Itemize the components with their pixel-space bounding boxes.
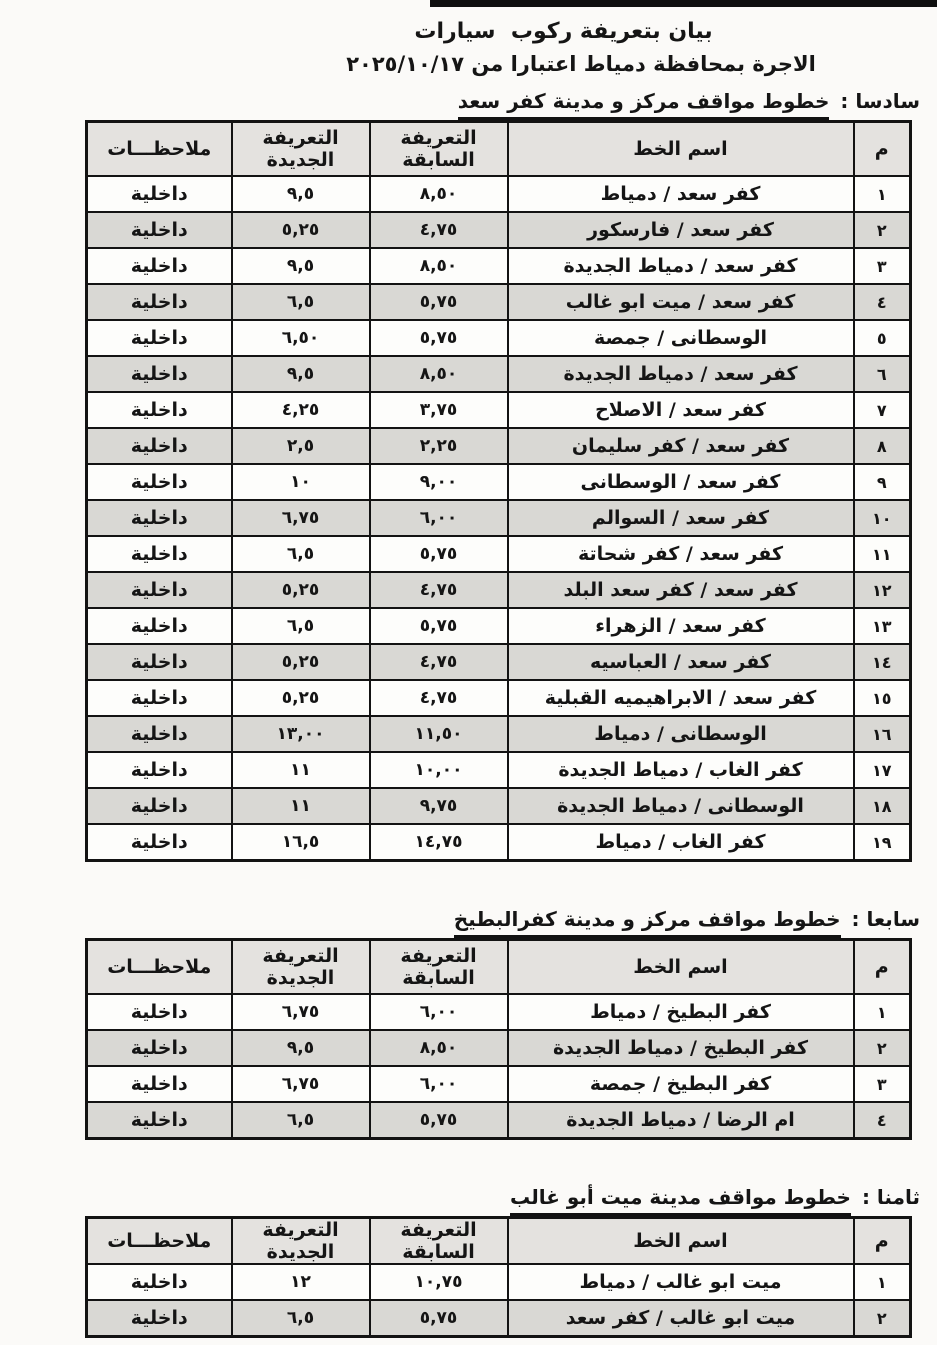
notes-cell: داخلية bbox=[87, 716, 232, 752]
row-number-cell: ١٩ bbox=[854, 824, 911, 861]
new-fare-cell: ١٣,٠٠ bbox=[232, 716, 370, 752]
row-number-cell: ١٢ bbox=[854, 572, 911, 608]
previous-fare-cell: ٦,٠٠ bbox=[370, 500, 508, 536]
notes-cell: داخلية bbox=[87, 356, 232, 392]
line-name-cell: ميت ابو غالب / دمياط bbox=[508, 1264, 854, 1300]
new-fare-cell: ٦,٥٠ bbox=[232, 320, 370, 356]
fare-row bbox=[87, 680, 911, 716]
notes-cell: داخلية bbox=[87, 752, 232, 788]
fare-row bbox=[87, 212, 911, 248]
new-fare-cell: ٦,٧٥ bbox=[232, 1066, 370, 1102]
previous-fare-cell: ٥,٧٥ bbox=[370, 1102, 508, 1139]
fare-row bbox=[87, 428, 911, 464]
notes-cell: داخلية bbox=[87, 284, 232, 320]
row-number-cell: ٢ bbox=[854, 1030, 911, 1066]
fare-row bbox=[87, 1300, 911, 1337]
col-header-notes: ملاحظـــات bbox=[87, 1218, 232, 1265]
section-title: خطوط مواقف مركز و مدينة كفر سعد bbox=[458, 89, 830, 120]
previous-fare-cell: ٦,٠٠ bbox=[370, 1066, 508, 1102]
new-fare-cell: ١٦,٥ bbox=[232, 824, 370, 861]
new-fare-cell: ٦,٥ bbox=[232, 608, 370, 644]
notes-cell: داخلية bbox=[87, 248, 232, 284]
notes-cell: داخلية bbox=[87, 212, 232, 248]
line-name-cell: كفر البطيخ / جمصة bbox=[508, 1066, 854, 1102]
line-name-cell: كفر سعد / دمياط الجديدة bbox=[508, 248, 854, 284]
line-name-cell: الوسطانى / دمياط bbox=[508, 716, 854, 752]
line-name-cell: كفر سعد / الوسطانى bbox=[508, 464, 854, 500]
previous-fare-cell: ٤,٧٥ bbox=[370, 644, 508, 680]
previous-fare-cell: ٩,٧٥ bbox=[370, 788, 508, 824]
section-gap bbox=[0, 1140, 937, 1178]
previous-fare-cell: ٩,٠٠ bbox=[370, 464, 508, 500]
line-name-cell: كفر سعد / كفر سليمان bbox=[508, 428, 854, 464]
previous-fare-cell: ٨,٥٠ bbox=[370, 1030, 508, 1066]
col-header-number: م bbox=[854, 940, 911, 995]
previous-fare-cell: ٤,٧٥ bbox=[370, 212, 508, 248]
new-fare-cell: ٥,٢٥ bbox=[232, 680, 370, 716]
fare-row bbox=[87, 176, 911, 212]
previous-fare-cell: ٢,٢٥ bbox=[370, 428, 508, 464]
new-fare-cell: ٥,٢٥ bbox=[232, 644, 370, 680]
line-name-cell: الوسطانى / دمياط الجديدة bbox=[508, 788, 854, 824]
line-name-cell: كفر سعد / كفر سعد البلد bbox=[508, 572, 854, 608]
notes-cell: داخلية bbox=[87, 176, 232, 212]
document-title: بيان بتعريفة ركوب سيارات bbox=[414, 19, 713, 44]
notes-cell: داخلية bbox=[87, 644, 232, 680]
new-fare-cell: ١٠ bbox=[232, 464, 370, 500]
fare-row bbox=[87, 994, 911, 1030]
notes-cell: داخلية bbox=[87, 788, 232, 824]
row-number-cell: ٢ bbox=[854, 1300, 911, 1337]
col-header-previous-fare: التعريفة السابقة bbox=[370, 1218, 508, 1265]
section-ordinal: سادسا : bbox=[840, 89, 920, 113]
notes-cell: داخلية bbox=[87, 680, 232, 716]
previous-fare-cell: ١٤,٧٥ bbox=[370, 824, 508, 861]
row-number-cell: ٤ bbox=[854, 284, 911, 320]
fare-row bbox=[87, 248, 911, 284]
section-ordinal: ثامنا : bbox=[861, 1185, 920, 1209]
section-kafr-saad bbox=[0, 88, 937, 900]
line-name-cell: ميت ابو غالب / كفر سعد bbox=[508, 1300, 854, 1337]
row-number-cell: ٩ bbox=[854, 464, 911, 500]
section-heading-mit-abu-ghalib bbox=[0, 1184, 937, 1210]
previous-fare-cell: ٤,٧٥ bbox=[370, 680, 508, 716]
fare-row bbox=[87, 1066, 911, 1102]
previous-fare-cell: ٥,٧٥ bbox=[370, 320, 508, 356]
new-fare-cell: ٦,٥ bbox=[232, 536, 370, 572]
notes-cell: داخلية bbox=[87, 1102, 232, 1139]
fare-row bbox=[87, 716, 911, 752]
fare-row bbox=[87, 824, 911, 861]
section-heading-kafr-saad bbox=[0, 88, 937, 114]
previous-fare-cell: ١١,٥٠ bbox=[370, 716, 508, 752]
new-fare-cell: ٩,٥ bbox=[232, 1030, 370, 1066]
previous-fare-cell: ١٠,٧٥ bbox=[370, 1264, 508, 1300]
new-fare-cell: ٦,٥ bbox=[232, 1102, 370, 1139]
section-title: خطوط مواقف مركز و مدينة كفرالبطيخ bbox=[454, 907, 841, 938]
notes-cell: داخلية bbox=[87, 1030, 232, 1066]
row-number-cell: ١ bbox=[854, 994, 911, 1030]
line-name-cell: كفر سعد / الاصلاح bbox=[508, 392, 854, 428]
line-name-cell: كفر البطيخ / دمياط الجديدة bbox=[508, 1030, 854, 1066]
table-header-row bbox=[87, 1218, 911, 1265]
col-header-previous-fare: التعريفة السابقة bbox=[370, 940, 508, 995]
previous-fare-cell: ٥,٧٥ bbox=[370, 284, 508, 320]
col-header-new-fare: التعريفة الجديدة bbox=[232, 122, 370, 177]
section-gap bbox=[0, 862, 937, 900]
notes-cell: داخلية bbox=[87, 1264, 232, 1300]
cropped-heading-underline bbox=[430, 0, 937, 7]
notes-cell: داخلية bbox=[87, 392, 232, 428]
fare-table-kafr-el-batikh bbox=[85, 938, 912, 1140]
notes-cell: داخلية bbox=[87, 994, 232, 1030]
row-number-cell: ١٧ bbox=[854, 752, 911, 788]
col-header-notes: ملاحظـــات bbox=[87, 940, 232, 995]
fare-row bbox=[87, 608, 911, 644]
col-header-line-name: اسم الخط bbox=[508, 122, 854, 177]
line-name-cell: كفر سعد / السوالم bbox=[508, 500, 854, 536]
row-number-cell: ٦ bbox=[854, 356, 911, 392]
line-name-cell: كفر الغاب / دمياط bbox=[508, 824, 854, 861]
col-header-number: م bbox=[854, 122, 911, 177]
row-number-cell: ٥ bbox=[854, 320, 911, 356]
line-name-cell: كفر سعد / دمياط bbox=[508, 176, 854, 212]
notes-cell: داخلية bbox=[87, 320, 232, 356]
notes-cell: داخلية bbox=[87, 608, 232, 644]
fare-row bbox=[87, 1102, 911, 1139]
row-number-cell: ٧ bbox=[854, 392, 911, 428]
line-name-cell: كفر البطيخ / دمياط bbox=[508, 994, 854, 1030]
new-fare-cell: ٢,٥ bbox=[232, 428, 370, 464]
row-number-cell: ١٦ bbox=[854, 716, 911, 752]
fare-row bbox=[87, 788, 911, 824]
row-number-cell: ١٠ bbox=[854, 500, 911, 536]
previous-fare-cell: ٥,٧٥ bbox=[370, 536, 508, 572]
col-header-line-name: اسم الخط bbox=[508, 1218, 854, 1265]
previous-fare-cell: ٨,٥٠ bbox=[370, 176, 508, 212]
notes-cell: داخلية bbox=[87, 824, 232, 861]
new-fare-cell: ٩,٥ bbox=[232, 248, 370, 284]
new-fare-cell: ٩,٥ bbox=[232, 356, 370, 392]
line-name-cell: كفر سعد / ميت ابو غالب bbox=[508, 284, 854, 320]
table-header-row bbox=[87, 122, 911, 177]
row-number-cell: ١٣ bbox=[854, 608, 911, 644]
row-number-cell: ١ bbox=[854, 1264, 911, 1300]
section-ordinal: سابعا : bbox=[851, 907, 920, 931]
fare-row bbox=[87, 572, 911, 608]
section-mit-abu-ghalib bbox=[0, 1184, 937, 1338]
section-kafr-el-batikh bbox=[0, 906, 937, 1178]
notes-cell: داخلية bbox=[87, 500, 232, 536]
row-number-cell: ١٤ bbox=[854, 644, 911, 680]
row-number-cell: ٣ bbox=[854, 1066, 911, 1102]
new-fare-cell: ٤,٢٥ bbox=[232, 392, 370, 428]
section-heading-kafr-el-batikh bbox=[0, 906, 937, 932]
row-number-cell: ١٥ bbox=[854, 680, 911, 716]
new-fare-cell: ١١ bbox=[232, 788, 370, 824]
new-fare-cell: ٩,٥ bbox=[232, 176, 370, 212]
previous-fare-cell: ١٠,٠٠ bbox=[370, 752, 508, 788]
fare-row bbox=[87, 644, 911, 680]
section-title: خطوط مواقف مدينة ميت أبو غالب bbox=[510, 1185, 851, 1216]
line-name-cell: الوسطانى / جمصة bbox=[508, 320, 854, 356]
notes-cell: داخلية bbox=[87, 428, 232, 464]
new-fare-cell: ١٢ bbox=[232, 1264, 370, 1300]
notes-cell: داخلية bbox=[87, 1066, 232, 1102]
line-name-cell: كفر سعد / الزهراء bbox=[508, 608, 854, 644]
line-name-cell: كفر سعد / الابراهيميه القبلية bbox=[508, 680, 854, 716]
notes-cell: داخلية bbox=[87, 464, 232, 500]
document-subtitle: الاجرة بمحافظة دمياط اعتبارا من ٢٠٢٥/١٠/١٧ bbox=[346, 52, 816, 76]
fare-row bbox=[87, 1264, 911, 1300]
row-number-cell: ١٨ bbox=[854, 788, 911, 824]
table-header-row bbox=[87, 940, 911, 995]
row-number-cell: ٢ bbox=[854, 212, 911, 248]
row-number-cell: ٤ bbox=[854, 1102, 911, 1139]
fare-row bbox=[87, 1030, 911, 1066]
document-header bbox=[0, 0, 937, 82]
line-name-cell: ام الرضا / دمياط الجديدة bbox=[508, 1102, 854, 1139]
new-fare-cell: ٦,٧٥ bbox=[232, 994, 370, 1030]
line-name-cell: كفر سعد / العباسيه bbox=[508, 644, 854, 680]
previous-fare-cell: ٥,٧٥ bbox=[370, 608, 508, 644]
new-fare-cell: ٦,٧٥ bbox=[232, 500, 370, 536]
row-number-cell: ١ bbox=[854, 176, 911, 212]
row-number-cell: ٣ bbox=[854, 248, 911, 284]
col-header-previous-fare: التعريفة السابقة bbox=[370, 122, 508, 177]
fare-row bbox=[87, 320, 911, 356]
col-header-new-fare: التعريفة الجديدة bbox=[232, 1218, 370, 1265]
new-fare-cell: ١١ bbox=[232, 752, 370, 788]
line-name-cell: كفر سعد / دمياط الجديدة bbox=[508, 356, 854, 392]
row-number-cell: ١١ bbox=[854, 536, 911, 572]
fare-row bbox=[87, 284, 911, 320]
fare-row bbox=[87, 464, 911, 500]
line-name-cell: كفر سعد / فارسكور bbox=[508, 212, 854, 248]
col-header-number: م bbox=[854, 1218, 911, 1265]
previous-fare-cell: ٨,٥٠ bbox=[370, 248, 508, 284]
new-fare-cell: ٦,٥ bbox=[232, 284, 370, 320]
fare-row bbox=[87, 536, 911, 572]
col-header-line-name: اسم الخط bbox=[508, 940, 854, 995]
new-fare-cell: ٦,٥ bbox=[232, 1300, 370, 1337]
fare-table-kafr-saad bbox=[85, 120, 912, 862]
line-name-cell: كفر سعد / كفر شحاتة bbox=[508, 536, 854, 572]
fare-row bbox=[87, 356, 911, 392]
fare-row bbox=[87, 392, 911, 428]
new-fare-cell: ٥,٢٥ bbox=[232, 212, 370, 248]
line-name-cell: كفر الغاب / دمياط الجديدة bbox=[508, 752, 854, 788]
row-number-cell: ٨ bbox=[854, 428, 911, 464]
fare-row bbox=[87, 500, 911, 536]
notes-cell: داخلية bbox=[87, 1300, 232, 1337]
previous-fare-cell: ٣,٧٥ bbox=[370, 392, 508, 428]
previous-fare-cell: ٥,٧٥ bbox=[370, 1300, 508, 1337]
col-header-new-fare: التعريفة الجديدة bbox=[232, 940, 370, 995]
previous-fare-cell: ٤,٧٥ bbox=[370, 572, 508, 608]
previous-fare-cell: ٦,٠٠ bbox=[370, 994, 508, 1030]
previous-fare-cell: ٨,٥٠ bbox=[370, 356, 508, 392]
fare-table-mit-abu-ghalib bbox=[85, 1216, 912, 1338]
notes-cell: داخلية bbox=[87, 572, 232, 608]
fare-row bbox=[87, 752, 911, 788]
col-header-notes: ملاحظـــات bbox=[87, 122, 232, 177]
new-fare-cell: ٥,٢٥ bbox=[232, 572, 370, 608]
notes-cell: داخلية bbox=[87, 536, 232, 572]
